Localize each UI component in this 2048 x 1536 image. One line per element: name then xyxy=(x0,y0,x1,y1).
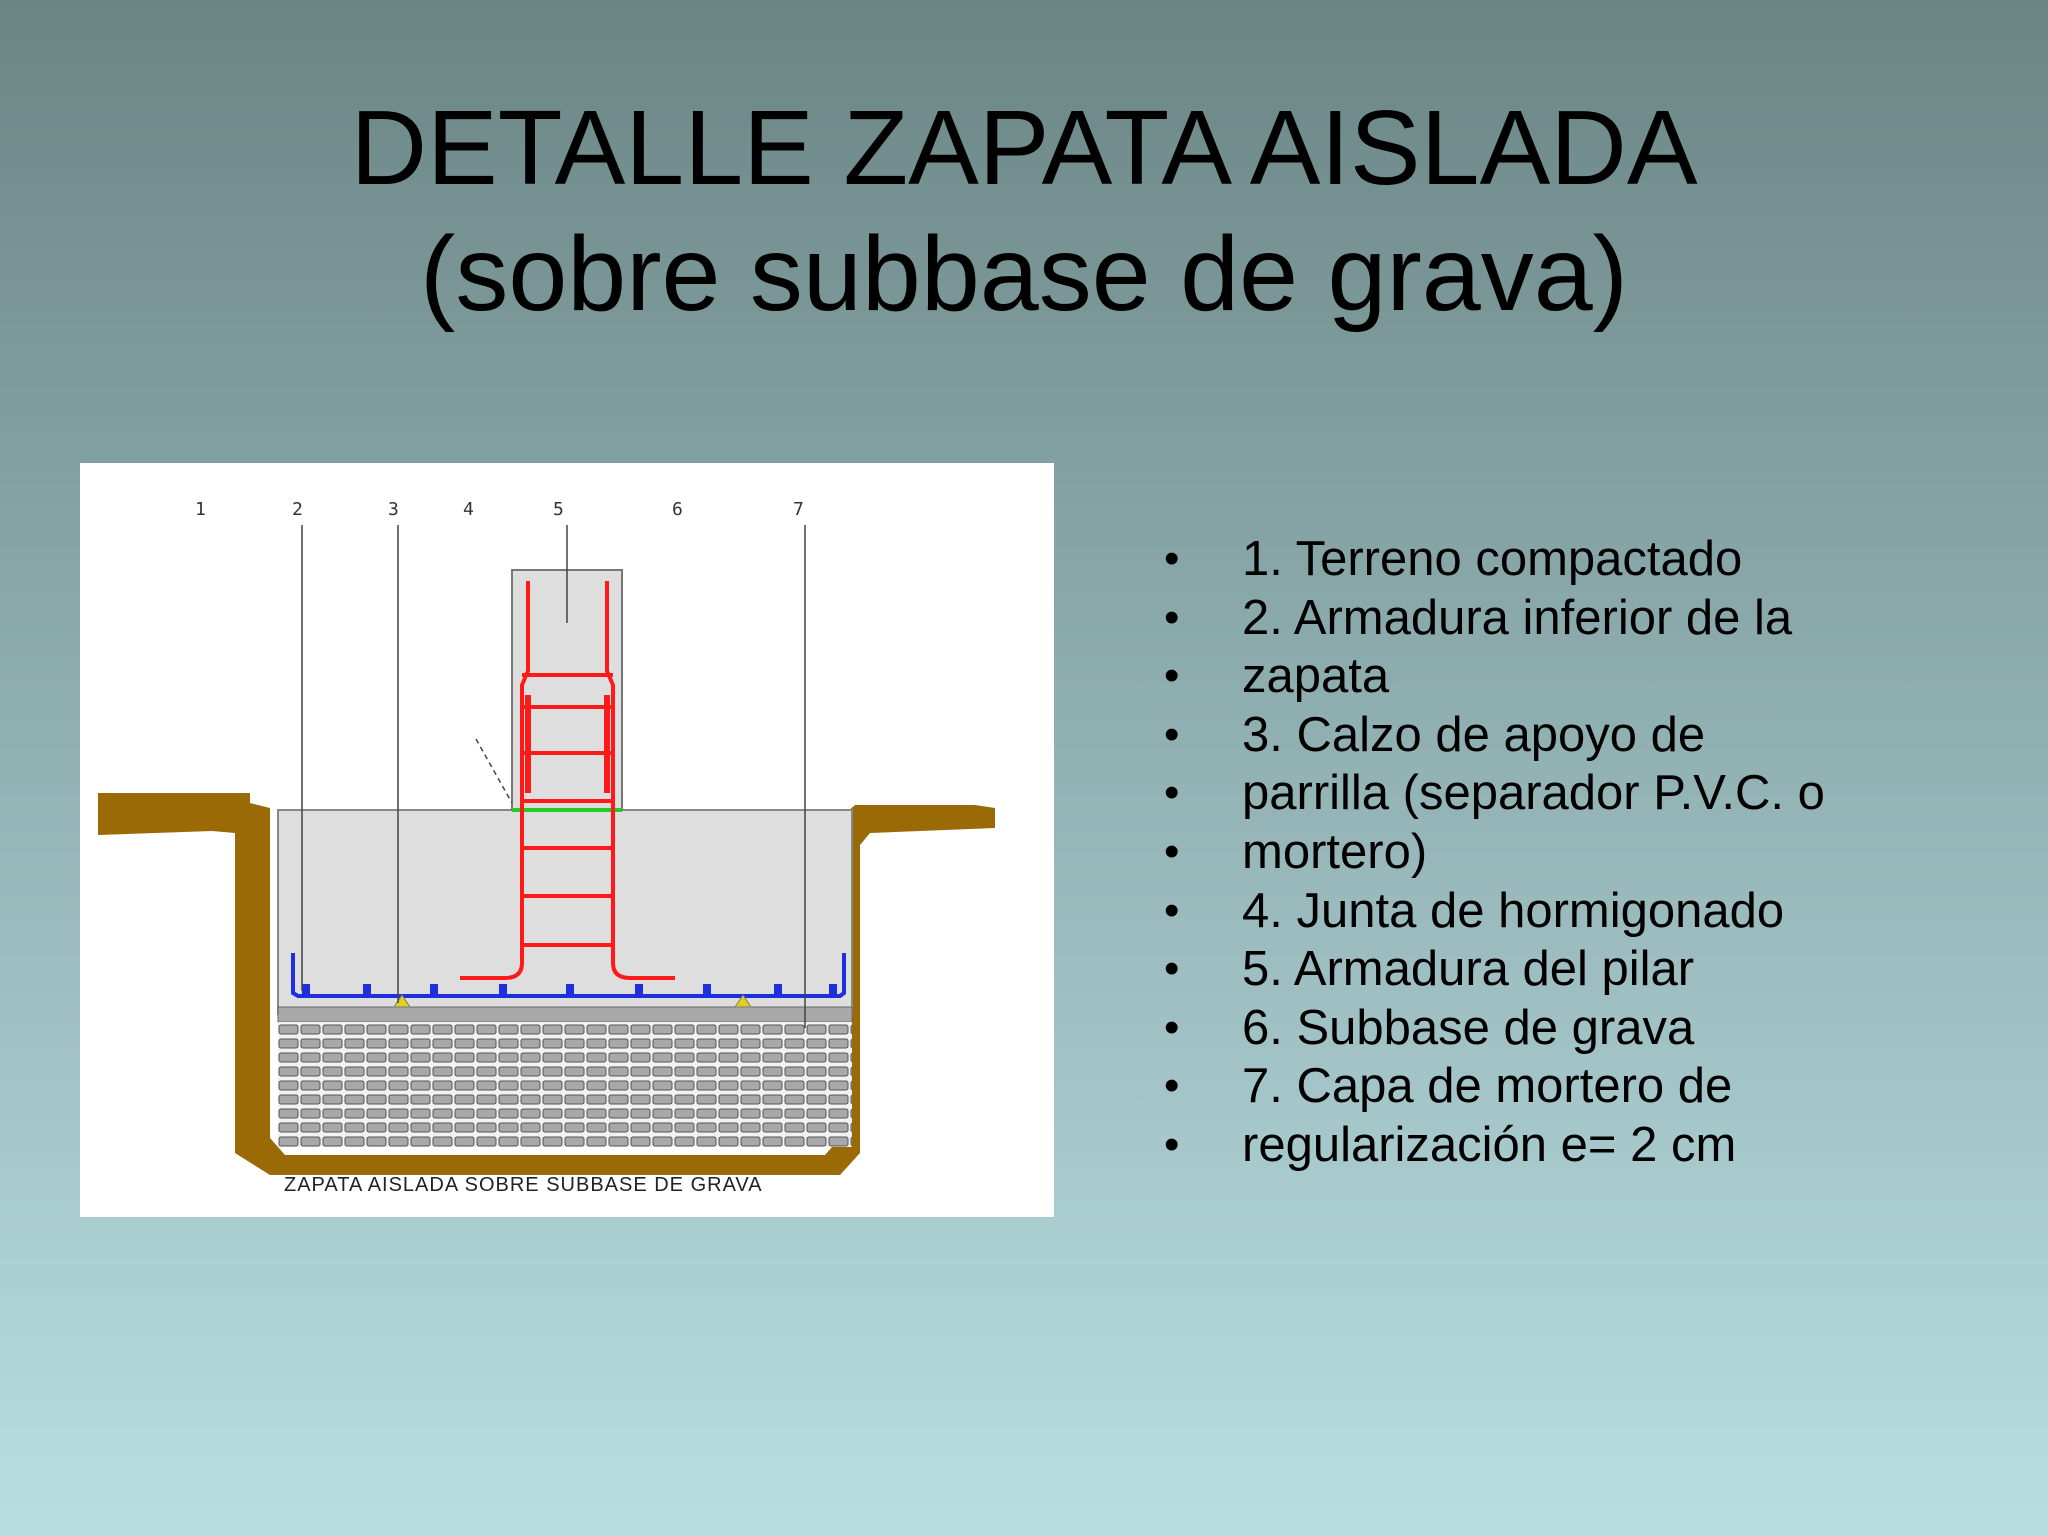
gravel-subbase xyxy=(278,1022,852,1147)
callout-2: 2 xyxy=(292,499,303,520)
list-item: • regularización e= 2 cm xyxy=(1160,1116,1825,1175)
legend-list xyxy=(1160,530,1825,1175)
slide-title xyxy=(0,85,2048,337)
mortar-layer xyxy=(278,1007,852,1022)
list-item: • 4. Junta de hormigonado xyxy=(1160,882,1825,941)
callout-4: 4 xyxy=(463,499,474,520)
footing-detail-figure xyxy=(80,463,1054,1217)
title-line-1: DETALLE ZAPATA AISLADA xyxy=(350,89,1698,207)
callout-1: 1 xyxy=(195,499,206,520)
list-item: • 7. Capa de mortero de xyxy=(1160,1057,1825,1116)
callout-6: 6 xyxy=(672,499,683,520)
list-item: • 2. Armadura inferior de la xyxy=(1160,589,1825,648)
list-item: • 5. Armadura del pilar xyxy=(1160,940,1825,999)
list-item: • 3. Calzo de apoyo de xyxy=(1160,706,1825,765)
list-item: • parrilla (separador P.V.C. o xyxy=(1160,764,1825,823)
footing-diagram xyxy=(80,463,1054,1217)
callout-7: 7 xyxy=(793,499,804,520)
figure-caption: ZAPATA AISLADA SOBRE SUBBASE DE GRAVA xyxy=(284,1174,763,1196)
footing-concrete xyxy=(278,810,852,1014)
callout-5: 5 xyxy=(553,499,564,520)
list-item: • 6. Subbase de grava xyxy=(1160,999,1825,1058)
title-line-2: (sobre subbase de grava) xyxy=(420,215,1628,333)
list-item: • 1. Terreno compactado xyxy=(1160,530,1825,589)
list-item: • zapata xyxy=(1160,647,1825,706)
list-item: • mortero) xyxy=(1160,823,1825,882)
callout-3: 3 xyxy=(388,499,399,520)
